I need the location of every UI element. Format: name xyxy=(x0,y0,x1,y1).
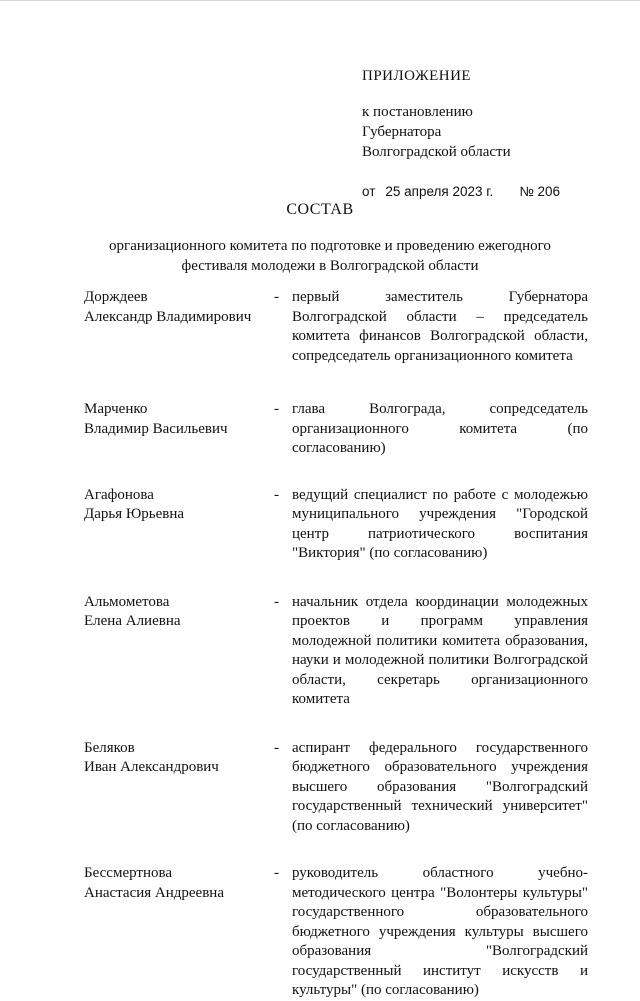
member-dash: - xyxy=(274,289,279,305)
member-surname: Марченко xyxy=(84,401,148,417)
member-surname: Агафонова xyxy=(84,486,154,503)
member-name xyxy=(84,486,274,525)
appendix-line: Волгоградской области xyxy=(362,144,511,160)
member-surname: Дорждеев xyxy=(84,289,148,305)
date-prefix: от xyxy=(362,184,376,199)
appendix-line: к постановлению xyxy=(362,104,473,120)
member-surname: Беляков xyxy=(84,739,135,756)
member-role: аспирант федерального государственного бюджетного образовательного учреждения высшего образования "Волгоградский государственный технический университет" (по согласованию) xyxy=(292,739,588,834)
subtitle-line: организационного комитета по подготовке и проведению ежегодного xyxy=(109,238,551,254)
document-title: СОСТАВ xyxy=(286,201,354,218)
decree-date-line xyxy=(362,182,560,202)
member-given-name: Елена Алиевна xyxy=(84,613,181,629)
committee-members-list xyxy=(84,288,588,1001)
member-dash: - xyxy=(274,739,279,756)
member-surname: Бессмертнова xyxy=(84,865,173,881)
member-row xyxy=(84,593,588,710)
member-role: руководитель областного учебно-методического центра "Волонтеры культуры" государственного образовательного бюджетного учреждения культуры высшего образования "Волгоградский государственный институт искусств и культуры" (по согласованию) xyxy=(292,865,588,998)
appendix-block xyxy=(362,66,560,202)
member-given-name: Александр Владимирович xyxy=(84,308,252,325)
member-dash: - xyxy=(274,865,279,881)
subtitle-line: фестиваля молодежи в Волгоградской области xyxy=(181,258,479,274)
member-given-name: Иван Александрович xyxy=(84,759,219,775)
member-name xyxy=(84,400,274,439)
member-row xyxy=(84,864,588,1001)
member-given-name: Владимир Васильевич xyxy=(84,420,228,437)
member-given-name: Дарья Юрьевна xyxy=(84,506,185,522)
member-dash: - xyxy=(274,593,279,610)
member-name xyxy=(84,593,274,632)
member-name xyxy=(84,864,274,903)
member-name xyxy=(84,288,274,327)
page-top-edge xyxy=(0,0,640,7)
decree-date: 25 апреля 2023 г. xyxy=(385,184,494,199)
member-surname: Альмометова xyxy=(84,593,170,610)
member-role: первый заместитель Губернатора Волгоградской области – председатель комитета финансов Волгоградской области, сопредседатель организационного комитета xyxy=(292,289,588,364)
member-dash: - xyxy=(274,486,279,503)
member-role: начальник отдела координации молодежных проектов и программ управления молодежной политики комитета образования, науки и молодежной политики Волгоградской области, секретарь организационного комитета xyxy=(292,593,588,707)
member-role: ведущий специалист по работе с молодежью муниципального учреждения "Городской центр патриотического воспитания "Виктория" (по согласованию) xyxy=(292,486,588,561)
member-name xyxy=(84,739,274,778)
appendix-line: Губернатора xyxy=(362,124,442,140)
member-dash: - xyxy=(274,401,279,417)
member-row xyxy=(84,739,588,837)
decree-number: № 206 xyxy=(519,184,561,199)
document-subtitle xyxy=(60,236,600,276)
member-row xyxy=(84,288,588,366)
appendix-title: ПРИЛОЖЕНИЕ xyxy=(362,68,472,84)
member-row xyxy=(84,400,588,459)
member-given-name: Анастасия Андреевна xyxy=(84,884,224,901)
member-row xyxy=(84,486,588,564)
member-role: глава Волгограда, сопредседатель организационного комитета (по согласованию) xyxy=(292,401,588,456)
